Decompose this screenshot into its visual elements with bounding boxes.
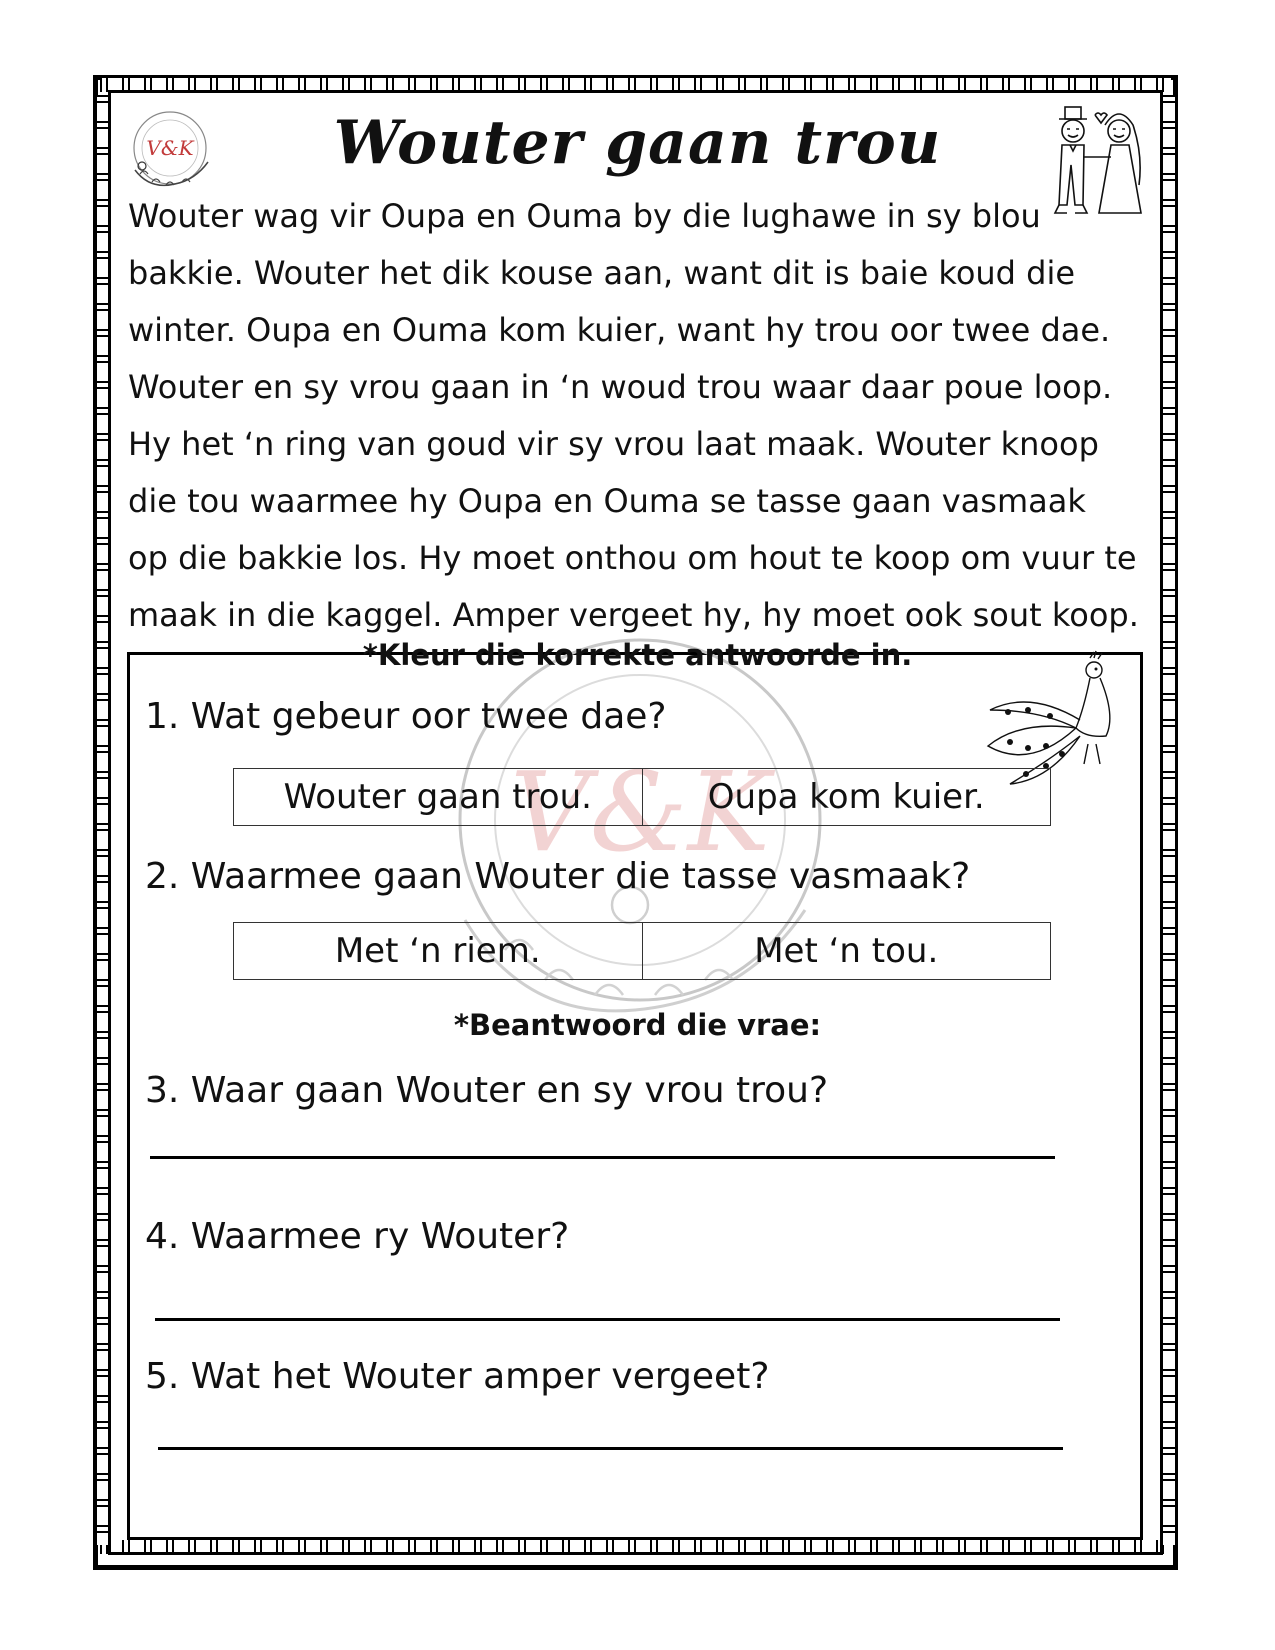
question-4: 4. Waarmee ry Wouter? bbox=[145, 1216, 570, 1257]
logo-text: V&K bbox=[146, 136, 194, 160]
story-line: die tou waarmee hy Oupa en Ouma se tasse gaan vasmaak bbox=[128, 482, 1086, 520]
story-line: maak in die kaggel. Amper vergeet hy, hy moet ook sout koop. bbox=[128, 596, 1139, 634]
question-5: 5. Wat het Wouter amper vergeet? bbox=[145, 1356, 770, 1397]
answer-line-5[interactable] bbox=[158, 1447, 1063, 1450]
question-3: 3. Waar gaan Wouter en sy vrou trou? bbox=[145, 1070, 829, 1111]
answer-option[interactable]: Oupa kom kuier. bbox=[642, 769, 1051, 826]
question-1-options bbox=[233, 768, 1051, 826]
question-1: 1. Wat gebeur oor twee dae? bbox=[145, 696, 667, 737]
story-line: winter. Oupa en Ouma kom kuier, want hy trou oor twee dae. bbox=[128, 311, 1111, 349]
answer-option[interactable]: Wouter gaan trou. bbox=[234, 769, 643, 826]
answer-option[interactable]: Met ‘n riem. bbox=[234, 923, 643, 980]
story-line: Wouter wag vir Oupa en Ouma by die lughawe in sy blou bbox=[128, 197, 1041, 235]
answer-line-3[interactable] bbox=[150, 1156, 1055, 1159]
watermark-text: V&K bbox=[510, 748, 770, 876]
story-text bbox=[128, 188, 1158, 644]
instruction-color: *Kleur die korrekte antwoorde in. bbox=[362, 638, 913, 672]
question-2: 2. Waarmee gaan Wouter die tasse vasmaak? bbox=[145, 856, 971, 897]
answer-option[interactable]: Met ‘n tou. bbox=[642, 923, 1051, 980]
instruction-answer: *Beantwoord die vrae: bbox=[453, 1008, 822, 1042]
question-2-options bbox=[233, 922, 1051, 980]
story-line: Wouter en sy vrou gaan in ‘n woud trou waar daar poue loop. bbox=[128, 368, 1113, 406]
answer-line-4[interactable] bbox=[155, 1318, 1060, 1321]
story-line: op die bakkie los. Hy moet onthou om hout te koop om vuur te bbox=[128, 539, 1137, 577]
story-line: bakkie. Wouter het dik kouse aan, want dit is baie koud die bbox=[128, 254, 1076, 292]
doodle-border-right bbox=[1163, 95, 1175, 1545]
page-title: Wouter gaan trou bbox=[333, 108, 942, 178]
story-line: Hy het ‘n ring van goud vir sy vrou laat maak. Wouter knoop bbox=[128, 425, 1099, 463]
